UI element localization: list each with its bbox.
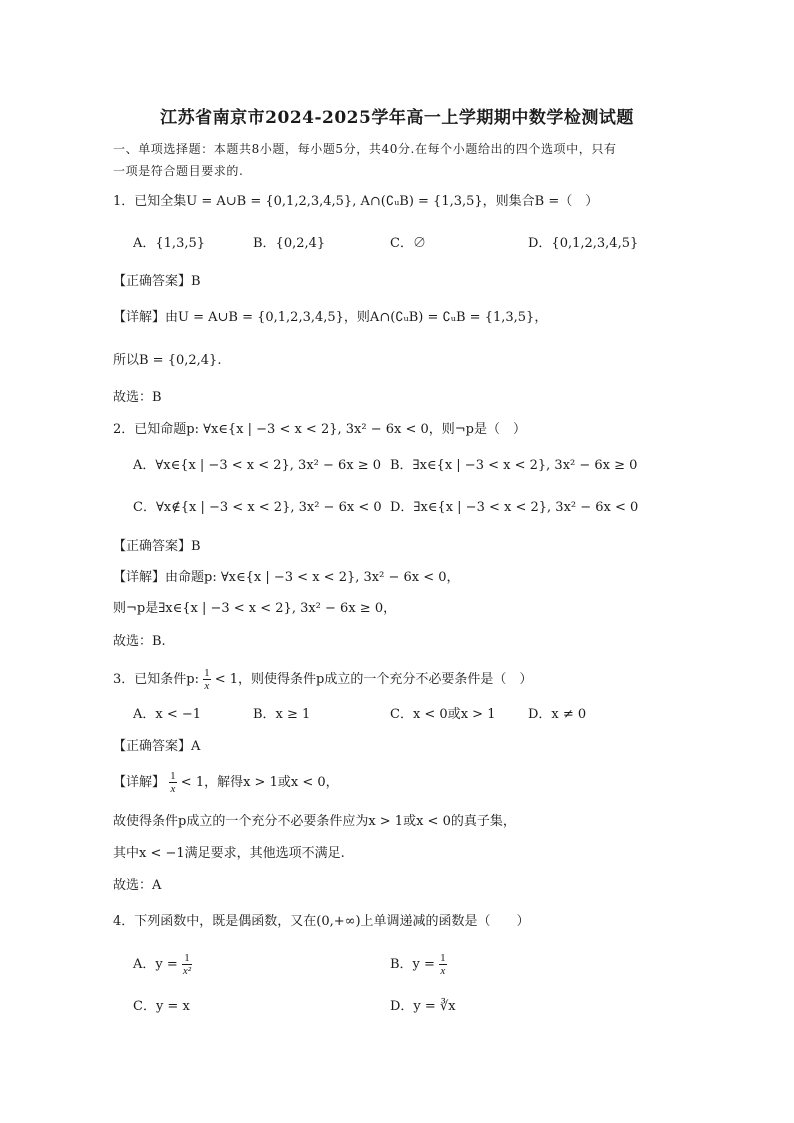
- q1-option-c: C．∅: [390, 236, 426, 251]
- q2-answer: 【正确答案】B: [113, 539, 201, 554]
- q4-option-a-denominator: x²: [182, 965, 192, 977]
- q3-conclusion: 故选：A: [113, 878, 162, 893]
- q4-option-b: [390, 952, 447, 977]
- q3-stem-fraction-denominator: x: [204, 680, 210, 692]
- q3-stem-prefix: 3．已知条件p:: [113, 672, 199, 687]
- q3-detail-fraction-numerator: 1: [170, 770, 176, 782]
- q3-detail-fraction-denominator: x: [170, 783, 176, 795]
- q4-option-a-fraction: [182, 952, 192, 977]
- q1-answer: 【正确答案】B: [113, 274, 201, 289]
- q1-option-d: D．{0,1,2,3,4,5}: [528, 236, 639, 251]
- q3-detail-suffix: < 1，解得x > 1或x < 0，: [180, 775, 339, 790]
- q3-stem-fraction-numerator: 1: [204, 667, 210, 679]
- q2-detail-line-1: 【详解】由命题p: ∀x∈{x | −3 < x < 2}, 3x² − 6x < 0，: [113, 570, 460, 585]
- q4-option-a: [133, 952, 192, 977]
- q3-detail-fraction: [169, 770, 177, 795]
- q1-stem: 1．已知全集U = A∪B = {0,1,2,3,4,5}, A∩(∁ᵤB) = {1,3,5}，则集合B =（ ）: [113, 194, 599, 209]
- q3-option-c: C．x < 0或x > 1: [390, 707, 496, 722]
- q3-detail-prefix: 【详解】: [113, 775, 166, 790]
- q3-detail-line-1: [113, 770, 339, 795]
- section-intro-line-1: 一、单项选择题：本题共8小题，每小题5分，共40分.在每个小题给出的四个选项中，只有: [113, 142, 617, 156]
- q3-option-d: D．x ≠ 0: [528, 707, 587, 722]
- q3-option-a: A．x < −1: [133, 707, 202, 722]
- q4-option-b-label: B．y =: [390, 957, 435, 972]
- q2-option-a: A．∀x∈{x | −3 < x < 2}, 3x² − 6x ≥ 0: [133, 458, 382, 473]
- q3-detail-line-2: 故使得条件p成立的一个充分不必要条件应为x > 1或x < 0的真子集，: [113, 814, 516, 829]
- q3-stem: [113, 667, 532, 692]
- q4-option-c: C．y = x: [133, 999, 190, 1014]
- q3-stem-fraction: [203, 667, 211, 692]
- q4-option-a-numerator: 1: [182, 952, 192, 965]
- q4-option-b-numerator: 1: [440, 952, 446, 964]
- q1-detail-line-2: 所以B = {0,2,4}.: [113, 353, 222, 368]
- q1-option-a: A．{1,3,5}: [133, 236, 206, 251]
- q2-option-d: D．∃x∈{x | −3 < x < 2}, 3x² − 6x < 0: [390, 500, 639, 515]
- q4-stem: 4．下列函数中，既是偶函数，又在(0,+∞)上单调递减的函数是（ ）: [113, 914, 530, 929]
- q2-stem: 2．已知命题p: ∀x∈{x | −3 < x < 2}, 3x² − 6x < 0，则¬p是（ ）: [113, 422, 526, 437]
- q4-option-b-denominator: x: [440, 965, 446, 977]
- q3-answer: 【正确答案】A: [113, 739, 201, 754]
- q1-option-b: B．{0,2,4}: [253, 236, 326, 251]
- q1-detail-line-1: 【详解】由U = A∪B = {0,1,2,3,4,5}，则A∩(∁ᵤB) = ∁ᵤB = {1,3,5}，: [113, 310, 548, 325]
- q4-option-a-label: A．y =: [133, 957, 178, 972]
- q2-detail-line-2: 则¬p是∃x∈{x | −3 < x < 2}, 3x² − 6x ≥ 0，: [113, 601, 397, 616]
- q1-conclusion: 故选：B: [113, 390, 162, 405]
- q3-detail-line-3: 其中x < −1满足要求，其他选项不满足.: [113, 846, 345, 861]
- q4-option-b-fraction: [439, 952, 447, 977]
- document-title: 江苏省南京市2024-2025学年高一上学期期中数学检测试题: [160, 108, 634, 128]
- q2-option-c: C．∀x∉{x | −3 < x < 2}, 3x² − 6x < 0: [133, 500, 382, 515]
- section-intro-line-2: 一项是符合题目要求的.: [113, 164, 244, 178]
- q3-option-b: B．x ≥ 1: [253, 707, 311, 722]
- q3-stem-suffix: < 1，则使得条件p成立的一个充分不必要条件是（ ）: [214, 672, 533, 687]
- q2-option-b: B．∃x∈{x | −3 < x < 2}, 3x² − 6x ≥ 0: [390, 458, 638, 473]
- q2-conclusion: 故选：B.: [113, 634, 166, 649]
- q4-option-d: D．y = ∛x: [390, 999, 456, 1014]
